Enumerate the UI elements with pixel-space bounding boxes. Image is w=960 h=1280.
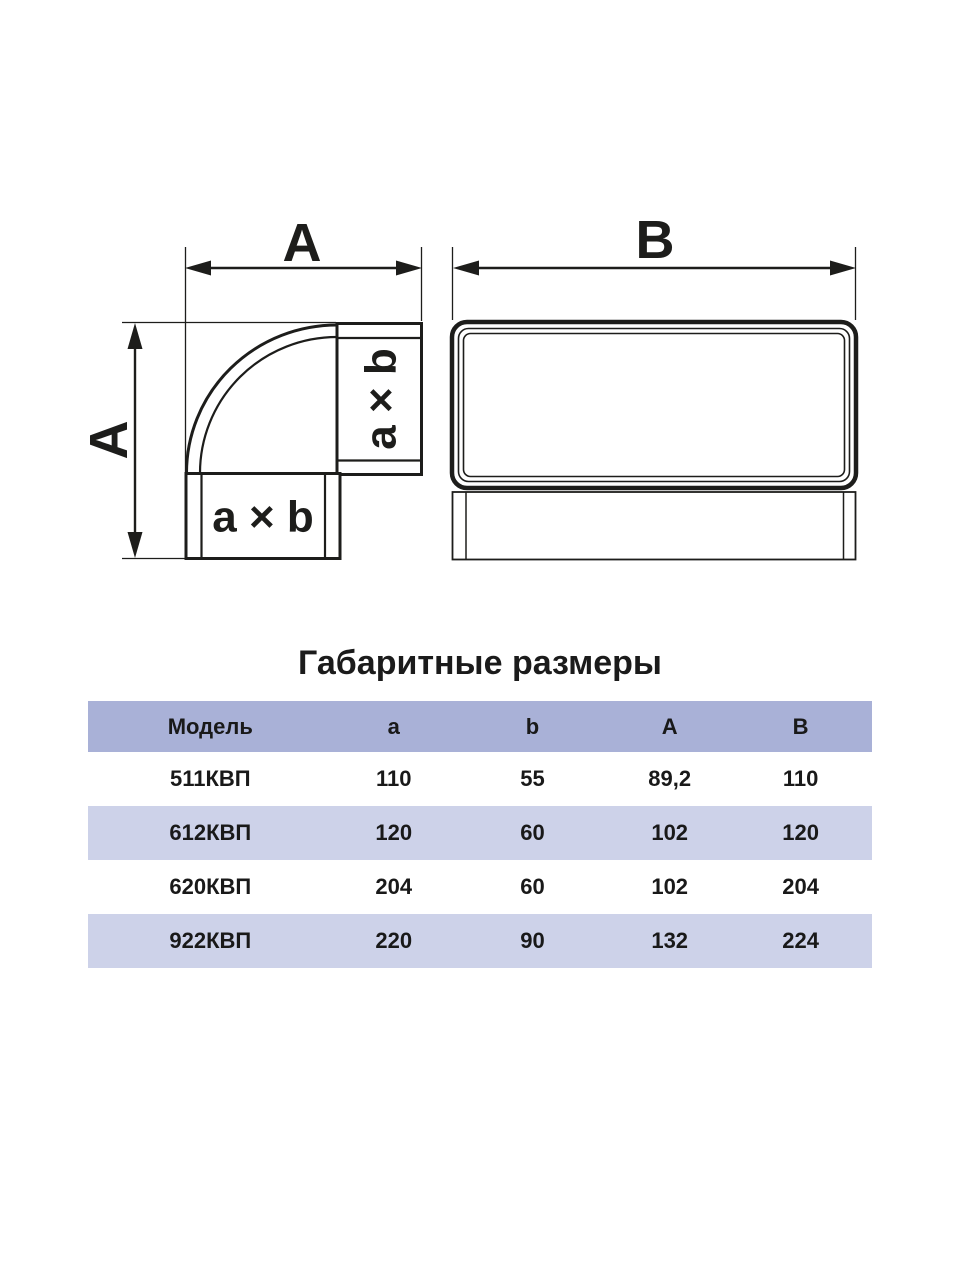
elbow-dim-a-label: A (282, 213, 322, 273)
table-header-row (88, 701, 872, 752)
duct-socket-body (453, 492, 856, 560)
arrowhead-right (396, 261, 422, 276)
elbow-inner-bend-arc (200, 337, 337, 473)
cell-model: 511КВП (169, 766, 251, 791)
column-header-a: a (387, 713, 400, 739)
cell-b: 60 (520, 874, 545, 899)
cell-model: 612КВП (169, 820, 252, 845)
elbow-outer-bend-arc (186, 325, 337, 473)
elbow-dim-horizontal (185, 213, 422, 276)
cell-A: 89,2 (648, 766, 692, 791)
table-row (88, 752, 872, 806)
column-header-model: Модель (167, 713, 253, 739)
elbow-outlet-connector (337, 324, 422, 475)
cell-B: 120 (782, 820, 819, 845)
cell-B: 110 (782, 766, 819, 791)
dimensions-table (88, 701, 872, 968)
duct-drawing (452, 210, 856, 560)
elbow-drawing (79, 213, 422, 559)
cell-model: 922КВП (169, 928, 252, 953)
duct-flange-face (452, 322, 856, 488)
cell-a: 204 (375, 874, 413, 899)
arrowhead-left (185, 261, 211, 276)
elbow-inlet-connector (186, 474, 340, 559)
duct-dim-b-label: B (635, 210, 675, 270)
cell-b: 60 (520, 820, 545, 845)
cell-B: 224 (782, 928, 819, 953)
elbow-dim-a-vertical-label: A (79, 420, 139, 460)
cell-A: 102 (651, 874, 689, 899)
technical-drawings (0, 0, 960, 620)
arrowhead-right (830, 261, 856, 276)
cell-A: 102 (651, 820, 689, 845)
table-row (88, 806, 872, 860)
cell-b: 55 (520, 766, 545, 791)
flange-outer-outline (452, 322, 856, 488)
table-row (88, 914, 872, 968)
cell-a: 120 (375, 820, 413, 845)
cell-a: 110 (375, 766, 412, 791)
inlet-size-label: a × b (212, 492, 314, 542)
elbow-dim-vertical (79, 323, 143, 558)
column-header-B: B (792, 713, 809, 739)
column-header-A: A (661, 713, 678, 739)
socket-rect (453, 492, 856, 560)
table-title: Габаритные размеры (298, 644, 662, 682)
arrowhead-up (128, 323, 143, 349)
cell-model: 620КВП (169, 874, 252, 899)
outlet-size-label: a × b (356, 348, 406, 450)
cell-b: 90 (520, 928, 545, 953)
duct-dim-horizontal (453, 210, 856, 276)
table-row (88, 860, 872, 914)
cell-B: 204 (782, 874, 819, 899)
arrowhead-down (128, 532, 143, 558)
column-header-b: b (525, 713, 540, 739)
cell-a: 220 (375, 928, 413, 953)
arrowhead-left (453, 261, 479, 276)
cell-A: 132 (651, 928, 689, 953)
